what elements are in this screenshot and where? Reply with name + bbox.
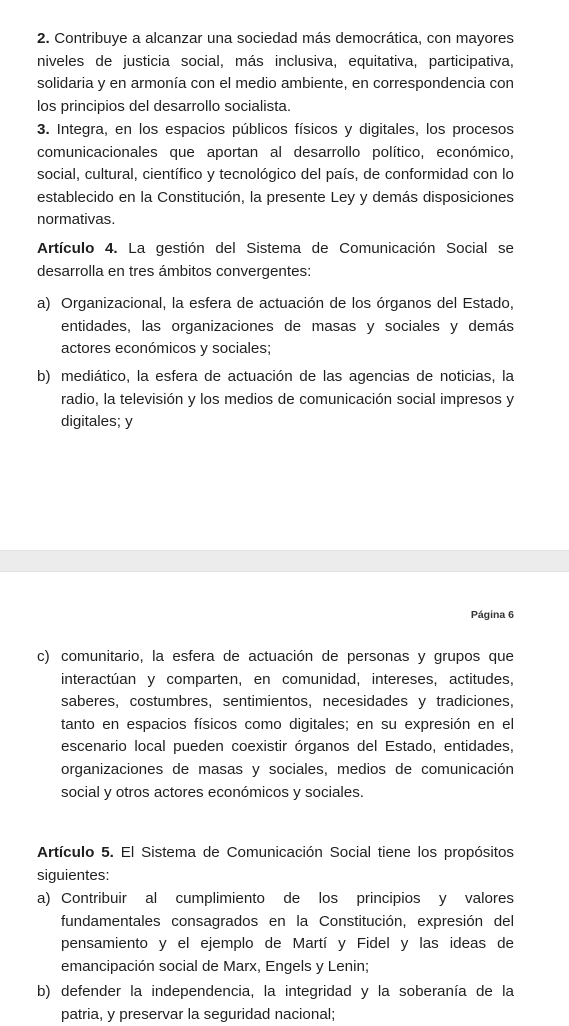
item-3-number: 3. (37, 121, 50, 138)
list-item-c (37, 646, 514, 804)
purpose-item-a (37, 888, 514, 978)
purpose-marker-a: a) (37, 890, 51, 907)
purpose-text-a: Contribuir al cumplimiento de los principios y valores fundamentales consagrados en la Constitución, expresión del pensamiento y el ejemplo de Martí y Fidel y las ideas de emancipación social de Marx, Engels y Lenin; (61, 890, 514, 975)
page-separator (0, 550, 569, 572)
paragraph-item-2 (37, 28, 514, 118)
list-marker-c: c) (37, 648, 50, 665)
list-item-a (37, 293, 514, 361)
page-number: Página 6 (470, 609, 514, 621)
article-5-heading: Artículo 5. (37, 844, 114, 861)
document-page-bottom (0, 572, 569, 1023)
list-item-b (37, 366, 514, 434)
list-text-a: Organizacional, la esfera de actuación de los órganos del Estado, entidades, las organizaciones de masas y sociales y demás actores económicos y sociales; (61, 295, 514, 358)
article-4-text: La gestión del Sistema de Comunicación Social se desarrolla en tres ámbitos convergentes: (37, 240, 514, 280)
paragraph-item-3 (37, 119, 514, 232)
item-3-text: Integra, en los espacios públicos físicos y digitales, los procesos comunicacionales que aportan al desarrollo político, económico, social, cultural, científico y tecnológico del país, de conformidad con lo establecido en la Constitución, la presente Ley y demás disposiciones normativas. (37, 121, 514, 229)
article-4-heading: Artículo 4. (37, 240, 118, 257)
paragraph-article-4 (37, 238, 514, 283)
item-2-number: 2. (37, 30, 50, 47)
purpose-text-b: defender la independencia, la integridad y la soberanía de la patria, y preservar la seguridad nacional; (61, 983, 514, 1023)
list-text-c: comunitario, la esfera de actuación de personas y grupos que interactúan y comparten, en comunidad, intereses, actitudes, saberes, costumbres, sentimientos, necesidades y tradiciones, tanto en espacios físicos como digitales; en su expresión en el escenario local pueden coexistir órganos del Estado, entidades, organizaciones de masas y sociales, medios de comunicación social y otros actores económicos y sociales. (61, 648, 514, 801)
list-marker-a: a) (37, 295, 51, 312)
list-text-b: mediático, la esfera de actuación de las agencias de noticias, la radio, la televisión y los medios de comunicación social impresos y digitales; y (61, 368, 514, 431)
paragraph-article-5 (37, 842, 514, 887)
purpose-item-b (37, 981, 514, 1026)
item-2-text: Contribuye a alcanzar una sociedad más democrática, con mayores niveles de justicia social, más inclusiva, equitativa, participativa, solidaria y en armonía con el medio ambiente, en correspondencia con los principios del desarrollo socialista. (37, 30, 514, 115)
purpose-marker-b: b) (37, 983, 51, 1000)
list-marker-b: b) (37, 368, 51, 385)
article-5-text: El Sistema de Comunicación Social tiene los propósitos siguientes: (37, 844, 514, 884)
